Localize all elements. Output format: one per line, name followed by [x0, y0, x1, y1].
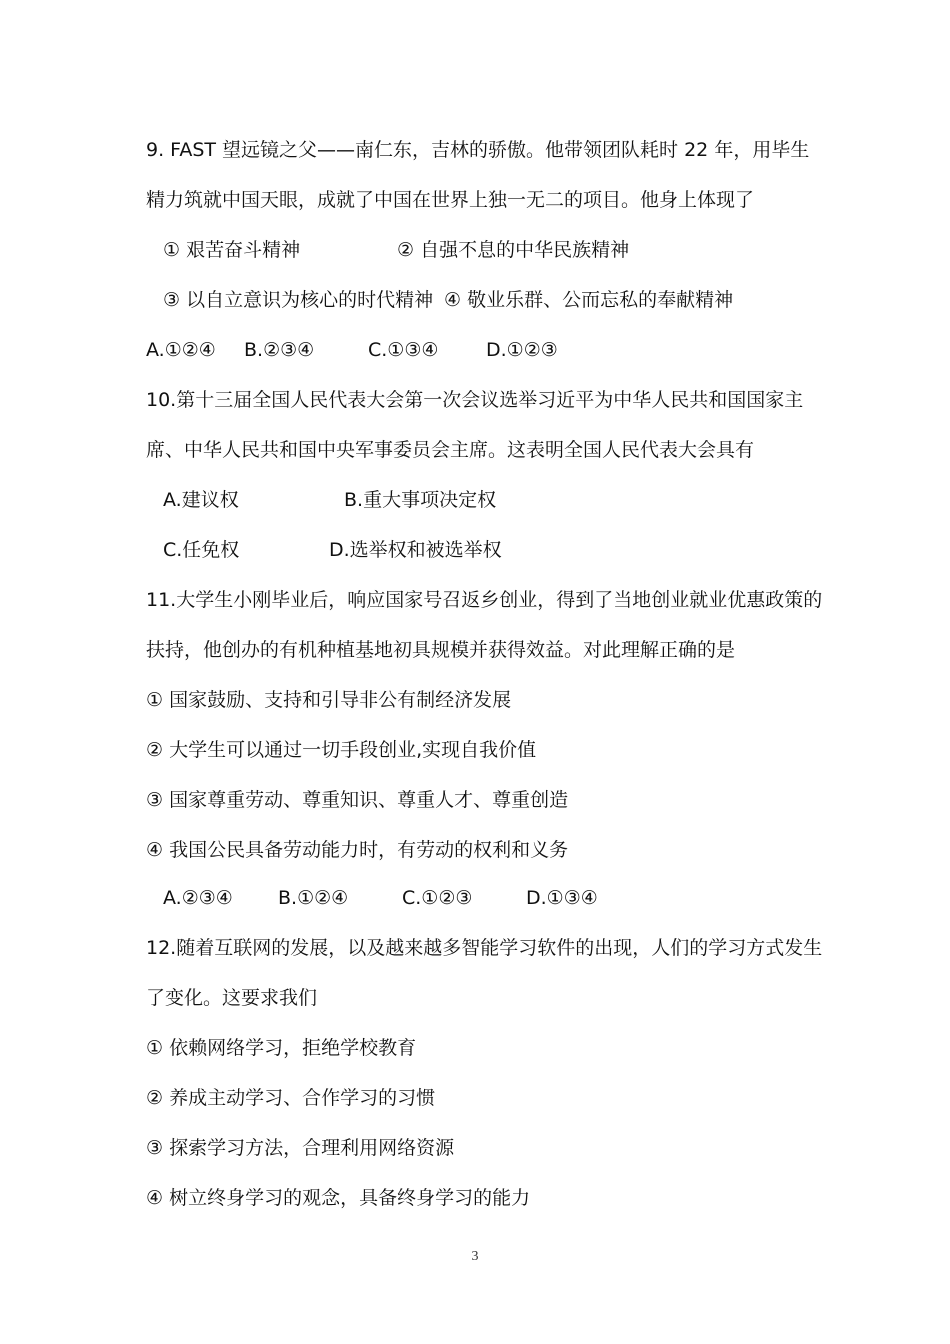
- q12-item-1: ① 依赖网络学习，拒绝学校教育: [146, 1037, 417, 1059]
- q9-item-3: ③ 以自立意识为核心的时代精神: [163, 289, 434, 311]
- q12-item-4: ④ 树立终身学习的观念，具备终身学习的能力: [146, 1187, 531, 1209]
- q10-choice-a: A.建议权: [163, 489, 239, 511]
- q10-stem-line2: 席、中华人民共和国中央军事委员会主席。这表明全国人民代表大会具有: [146, 439, 755, 461]
- page-number: 3: [471, 1249, 479, 1264]
- q11-stem-line1: 11.大学生小刚毕业后，响应国家号召返乡创业，得到了当地创业就业优惠政策的: [146, 589, 823, 611]
- q12-item-2: ② 养成主动学习、合作学习的习惯: [146, 1087, 436, 1109]
- q11-choice-c: C.①②③: [402, 887, 473, 909]
- q9-choice-a: A.①②④: [146, 339, 216, 361]
- q9-item-1: ① 艰苦奋斗精神: [163, 239, 301, 261]
- q9-stem-line2: 精力筑就中国天眼，成就了中国在世界上独一无二的项目。他身上体现了: [146, 189, 755, 211]
- q11-choice-a: A.②③④: [163, 887, 233, 909]
- q10-choice-c: C.任免权: [163, 539, 240, 561]
- q9-stem-line1: 9. FAST 望远镜之父——南仁东，吉林的骄傲。他带领团队耗时 22 年，用毕生: [146, 139, 810, 161]
- q11-stem-line2: 扶持，他创办的有机种植基地初具规模并获得效益。对此理解正确的是: [146, 639, 736, 661]
- q10-choice-b: B.重大事项决定权: [344, 489, 497, 511]
- q12-stem-line1: 12.随着互联网的发展，以及越来越多智能学习软件的出现，人们的学习方式发生: [146, 937, 823, 959]
- q10-stem-line1: 10.第十三届全国人民代表大会第一次会议选举习近平为中华人民共和国国家主: [146, 389, 804, 411]
- q12-stem-line2: 了变化。这要求我们: [146, 987, 318, 1009]
- q11-choice-d: D.①③④: [526, 887, 598, 909]
- q11-item-4: ④ 我国公民具备劳动能力时，有劳动的权利和义务: [146, 839, 569, 861]
- q11-item-1: ① 国家鼓励、支持和引导非公有制经济发展: [146, 689, 512, 711]
- q9-choice-d: D.①②③: [486, 339, 558, 361]
- q9-item-4: ④ 敬业乐群、公而忘私的奉献精神: [444, 289, 734, 311]
- q9-choice-b: B.②③④: [244, 339, 315, 361]
- q11-item-3: ③ 国家尊重劳动、尊重知识、尊重人才、尊重创造: [146, 789, 569, 811]
- q11-item-2: ② 大学生可以通过一切手段创业,实现自我价值: [146, 739, 537, 761]
- q11-choice-b: B.①②④: [278, 887, 349, 909]
- q12-item-3: ③ 探索学习方法，合理利用网络资源: [146, 1137, 455, 1159]
- q9-choice-c: C.①③④: [368, 339, 439, 361]
- q9-item-2: ② 自强不息的中华民族精神: [397, 239, 630, 261]
- q10-choice-d: D.选举权和被选举权: [329, 539, 502, 561]
